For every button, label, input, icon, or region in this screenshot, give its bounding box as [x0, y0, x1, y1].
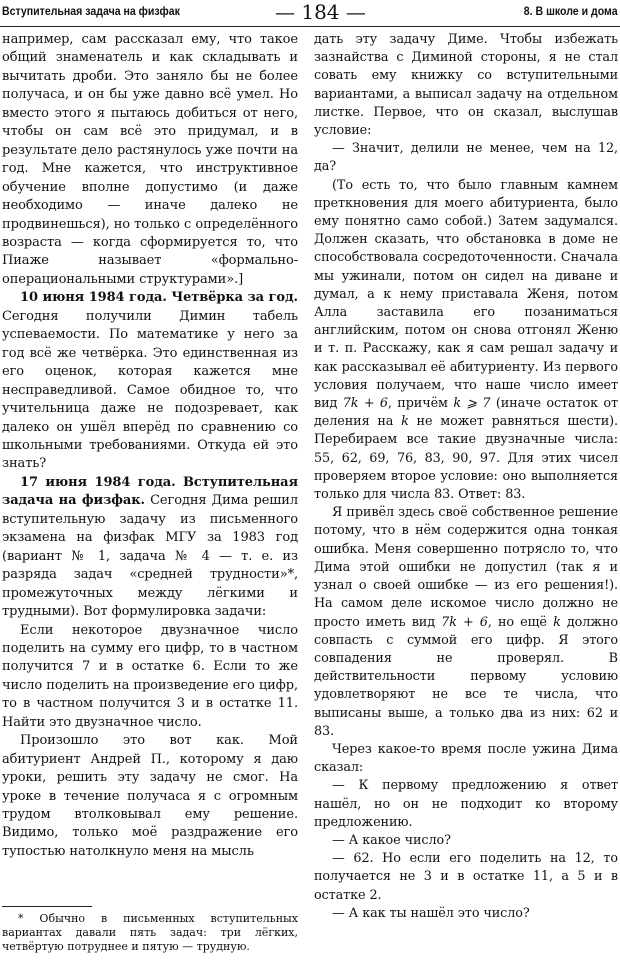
- running-header: [0, 0, 620, 27]
- left-column: [2, 31, 298, 861]
- dialogue-line: — Значит, делили не менее, чем на 12, да?: [314, 141, 618, 175]
- entry-text: Сегодня получили Димин табель успеваемости. По математике у него за год всё же четвёрка. Это единственная из его оценок, которая кажется мне несправедливой. Самое обидное то, что учительница даже не подозревает, как далеко он ушёл вперёд по сравнению со школьными требованиями. Откуда ей это знать?: [2, 308, 298, 472]
- paragraph-solution: (То есть то, что было главным камнем преткновения для моего абитуриента, было ему понятно само собой.) Затем задумался. Должен сказать, что обстановка в доме не способствовала сосредоточенности. Сначала мы ужинали, потом он сидел на диване и думал, а к нему приставала Женя, потом Алла заставила его позаниматься английским, потом он снова отгонял Женю и т. п. Расскажу, как я сам решал задачу и как рассказывал её абитуриенту. Из первого условия получаем, что наше число имеет вид 7k + 6, причём k ⩾ 7 (иначе остаток от деления на k не может равняться шести). Перебираем все такие двузначные числа: 55, 62, 69, 76, 83, 90, 97. Для этих чисел проверяем второе условие: оно выполняется только для числа 83. Ответ: 83.: [314, 177, 619, 503]
- diary-entry-june-17: [2, 474, 298, 622]
- dialogue-line: — А как ты нашёл это число?: [332, 905, 530, 921]
- entry-heading: 17 июня 1984 года. Вступительная задача на физфак.: [2, 474, 298, 509]
- variable: k: [553, 614, 561, 630]
- formula: k ⩾ 7: [453, 396, 491, 412]
- paragraph-continued: например, сам рассказал ему, что такое общий знаменатель и как складывать и вычитать дроби. Это заняло бы не более получаса, и он бы уже давно всё умел. Но вместо этого я пытаюсь добиться от него, чтобы он сам всё это придумал, и в результате дело растянулось уже почти на год. Мне кажется, что инструктивное обучение вполне допустимо (и даже необходимо — иначе далеко не продвинешься), но только с определённого возраста — когда сформируется то, что Пиаже называет «формально-операциональными структурами».]: [2, 32, 298, 287]
- header-chapter-title: 8. В школе и дома: [524, 4, 618, 18]
- paragraph-after-dinner: Через какое-то время после ужина Дима сказал:: [314, 741, 618, 776]
- problem-statement: Если некоторое двузначное число поделить на сумму его цифр, то в частном получится 7 и в остатке 6. Если то же число поделить на произведение его цифр, то в частном получится 3 и в остатке 11. Найти это двузначное число.: [2, 622, 298, 730]
- dialogue-line: — 62. Но если его поделить на 12, то получается не 3 и в остатке 11, а 5 и в остатке 2.: [314, 851, 618, 903]
- diary-entry-june-10: [2, 289, 298, 474]
- formula: 7k + 6: [441, 614, 488, 630]
- paragraph-error: Я привёл здесь своё собственное решение потому, что в нём содержится одна тонкая ошибка. Меня совершенно потрясло то, что Дима этой ошибки не допустил (так я и узнал о своей ошибке — из его решения!). На самом деле искомое число должно не просто иметь вид 7k + 6, но ещё k должно совпасть с суммой его цифр. Я этого совпадения не проверял. В действительности первому условию удовлетворяют не все те числа, что выписаны выше, а только два из них: 62 и 83.: [314, 505, 618, 739]
- header-section-title: Вступительная задача на физфак: [2, 4, 180, 18]
- entry-text: Сегодня Дима решил вступительную задачу из письменного экзамена на физфак МГУ за 1983 год (вариант № 1, задача № 4 — т. е. из разряда задач «средней трудности»*, промежуточных между лёгкими и трудными). Вот формулировка задачи:: [2, 493, 298, 620]
- dialogue-line: — К первому предложению я ответ нашёл, но он не подходит ко второму предложению.: [314, 778, 618, 830]
- formula: 7k + 6: [342, 396, 388, 412]
- page-number: — 184 —: [275, 0, 366, 24]
- paragraph-story: Произошло это вот как. Мой абитуриент Андрей П., которому я даю уроки, решить эту задачу не смог. На уроке в течение получаса я с огромным трудом втолковывал ему решение. Видимо, только моё раздражение его тупостью натолкнуло меня на мысль: [2, 733, 298, 859]
- dialogue-line: — А какое число?: [332, 832, 451, 848]
- footnote-divider: [2, 906, 92, 907]
- entry-heading: 10 июня 1984 года. Четвёрка за год.: [20, 290, 298, 306]
- paragraph-continued: дать эту задачу Диме. Чтобы избежать зазнайства с Диминой стороны, я не стал совать ему книжку со вступительными вариантами, а выписал задачу на отдельном листке. Первое, что он сказал, выслушав условие:: [314, 32, 618, 139]
- footnote: * Обычно в письменных вступительных вариантах давали пять задач: три лёгких, четвёртую потруднее и пятую — трудную.: [2, 912, 298, 953]
- right-column: [314, 31, 618, 923]
- variable: k: [401, 414, 409, 430]
